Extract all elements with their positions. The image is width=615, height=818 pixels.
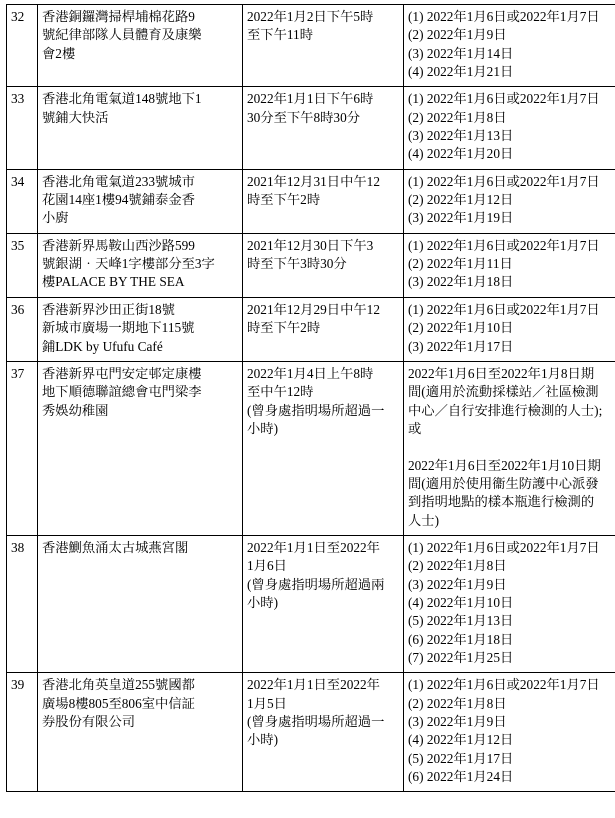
venue-address-line: 地下順德聯誼總會屯門梁李 [42, 384, 202, 400]
testing-period-line: 或 [408, 420, 422, 436]
venue-address-line: 號銀湖‧天峰1字樓部分至3字 [42, 256, 215, 272]
testing-period-line: (3) 2022年1月14日 [408, 45, 514, 61]
presence-datetime-line: 小時) [247, 594, 279, 610]
testing-period [404, 5, 615, 87]
testing-period-line: (1) 2022年1月6日或2022年1月7日 [408, 237, 600, 253]
table-row [7, 673, 615, 792]
presence-datetime-line: (曾身處指明場所超過一 [247, 714, 385, 730]
testing-period-line: (6) 2022年1月18日 [408, 631, 514, 647]
testing-period-line: (1) 2022年1月6日或2022年1月7日 [408, 9, 600, 24]
venue-address [38, 87, 243, 169]
testing-period-line: (1) 2022年1月6日或2022年1月7日 [408, 677, 600, 693]
presence-datetime [243, 361, 404, 535]
venue-address-line: 廣場8樓805至806室中信証 [42, 695, 195, 711]
venue-address-line: 香港鰂魚涌太古城燕宮閣 [42, 539, 189, 555]
testing-period-line: 2022年1月6日至2022年1月10日期 [408, 457, 601, 473]
presence-datetime-line: 至下午11時 [247, 27, 313, 43]
testing-period-line: 到指明地點的樣本瓶進行檢測的 [408, 494, 595, 510]
testing-period-line [408, 438, 615, 456]
venue-address [38, 169, 243, 233]
row-number: 38 [7, 535, 38, 672]
row-number: 39 [7, 673, 38, 792]
testing-period-line: (4) 2022年1月12日 [408, 732, 514, 748]
testing-period-line: (2) 2022年1月8日 [408, 558, 507, 574]
venue-address-line: 香港新界馬鞍山西沙路599 [42, 237, 195, 253]
venue-address-line: 鋪LDK by Ufufu Café [42, 338, 163, 354]
presence-datetime [243, 5, 404, 87]
testing-period-line: 2022年1月6日至2022年1月8日期 [408, 365, 595, 381]
venue-address [38, 673, 243, 792]
testing-period [404, 297, 615, 361]
table-row [7, 87, 615, 169]
venue-address-line: 新城市廣場一期地下115號 [42, 320, 195, 336]
venue-address-line: 秀娛幼稚園 [42, 402, 109, 418]
venue-address-line: 樓PALACE BY THE SEA [42, 274, 185, 290]
testing-period-line: (1) 2022年1月6日或2022年1月7日 [408, 91, 600, 107]
testing-period-line: (3) 2022年1月17日 [408, 338, 514, 354]
testing-period-line: (1) 2022年1月6日或2022年1月7日 [408, 173, 600, 189]
testing-period-line: (4) 2022年1月20日 [408, 146, 514, 162]
venue-address-line: 小廚 [42, 210, 69, 226]
venue-address-line: 香港新界屯門安定邨定康樓 [42, 365, 202, 381]
presence-datetime-line: 2022年1月1日下午6時 [247, 91, 374, 107]
row-number: 33 [7, 87, 38, 169]
testing-period-line: (2) 2022年1月8日 [408, 109, 507, 125]
testing-period [404, 233, 615, 297]
table-body [7, 5, 615, 792]
testing-period-line: (4) 2022年1月21日 [408, 64, 514, 80]
testing-period-line: 人士) [408, 512, 440, 528]
compulsory-testing-table [6, 4, 615, 792]
presence-datetime-line: (曾身處指明場所超過兩 [247, 576, 385, 592]
presence-datetime-line: 2021年12月31日中午12 [247, 173, 380, 189]
table-row [7, 233, 615, 297]
testing-period-line: 間(適用於流動採樣站／社區檢測 [408, 384, 599, 400]
presence-datetime [243, 87, 404, 169]
presence-datetime-line: 2022年1月2日下午5時 [247, 9, 374, 24]
presence-datetime-line: 2021年12月30日下午3 [247, 237, 374, 253]
testing-period-line: (3) 2022年1月19日 [408, 210, 514, 226]
testing-period-line: (1) 2022年1月6日或2022年1月7日 [408, 301, 600, 317]
presence-datetime-line: 2021年12月29日中午12 [247, 301, 380, 317]
presence-datetime-line: 時至下午2時 [247, 320, 321, 336]
testing-period-line: (5) 2022年1月17日 [408, 750, 514, 766]
presence-datetime-line: 2022年1月1日至2022年 [247, 677, 380, 693]
presence-datetime-line: 2022年1月1日至2022年 [247, 539, 380, 555]
row-number: 37 [7, 361, 38, 535]
presence-datetime [243, 169, 404, 233]
venue-address [38, 535, 243, 672]
venue-address [38, 233, 243, 297]
testing-period-line: (2) 2022年1月8日 [408, 695, 507, 711]
testing-period-line: (2) 2022年1月10日 [408, 320, 514, 336]
presence-datetime-line: 至中午12時 [247, 384, 314, 400]
row-number: 34 [7, 169, 38, 233]
testing-period-line: (6) 2022年1月24日 [408, 769, 514, 785]
testing-period [404, 361, 615, 535]
testing-period [404, 169, 615, 233]
table-row [7, 5, 615, 87]
testing-period [404, 673, 615, 792]
testing-period-line: (5) 2022年1月13日 [408, 613, 514, 629]
venue-address-line: 號紀律部隊人員體育及康樂 [42, 27, 202, 43]
venue-address-line: 香港銅鑼灣掃桿埔棉花路9 [42, 9, 195, 24]
presence-datetime [243, 535, 404, 672]
testing-period-line: (3) 2022年1月9日 [408, 714, 507, 730]
testing-period-line: (4) 2022年1月10日 [408, 594, 514, 610]
presence-datetime-line: 時至下午2時 [247, 192, 321, 208]
testing-period-line: (2) 2022年1月9日 [408, 27, 507, 43]
table-row [7, 169, 615, 233]
testing-period-line: (3) 2022年1月18日 [408, 274, 514, 290]
presence-datetime [243, 297, 404, 361]
testing-period-line: (3) 2022年1月9日 [408, 576, 507, 592]
venue-address [38, 361, 243, 535]
table-row [7, 297, 615, 361]
testing-period [404, 535, 615, 672]
testing-period-line: (1) 2022年1月6日或2022年1月7日 [408, 539, 600, 555]
testing-period-line: (2) 2022年1月12日 [408, 192, 514, 208]
presence-datetime-line: 小時) [247, 420, 279, 436]
row-number: 36 [7, 297, 38, 361]
testing-period-line: 中心／自行安排進行檢測的人士); [408, 402, 603, 418]
testing-period [404, 87, 615, 169]
testing-period-line: (3) 2022年1月13日 [408, 128, 514, 144]
venue-address-line: 券股份有限公司 [42, 714, 136, 730]
venue-address [38, 297, 243, 361]
testing-period-line: (2) 2022年1月11日 [408, 256, 513, 272]
table-row [7, 535, 615, 672]
testing-period-line: (7) 2022年1月25日 [408, 650, 514, 665]
presence-datetime-line: (曾身處指明場所超過一 [247, 402, 385, 418]
venue-address-line: 號鋪大快活 [42, 109, 109, 125]
table-row [7, 361, 615, 535]
presence-datetime-line: 2022年1月4日上午8時 [247, 365, 374, 381]
venue-address-line: 香港北角電氣道148號地下1 [42, 91, 202, 107]
row-number: 35 [7, 233, 38, 297]
presence-datetime-line: 1月5日 [247, 695, 287, 711]
presence-datetime-line: 小時) [247, 732, 279, 748]
venue-address-line: 香港新界沙田正街18號 [42, 301, 175, 317]
presence-datetime-line: 時至下午3時30分 [247, 256, 347, 272]
row-number: 32 [7, 5, 38, 87]
venue-address-line: 會2樓 [42, 45, 76, 61]
venue-address-line: 花園14座1樓94號鋪泰金香 [42, 192, 195, 208]
presence-datetime-line: 30分至下午8時30分 [247, 109, 361, 125]
venue-address-line: 香港北角電氣道233號城市 [42, 173, 195, 189]
testing-period-line: 間(適用於使用衞生防護中心派發 [408, 475, 599, 491]
presence-datetime-line: 1月6日 [247, 558, 287, 574]
presence-datetime [243, 673, 404, 792]
venue-address [38, 5, 243, 87]
presence-datetime [243, 233, 404, 297]
venue-address-line: 香港北角英皇道255號國都 [42, 677, 195, 693]
